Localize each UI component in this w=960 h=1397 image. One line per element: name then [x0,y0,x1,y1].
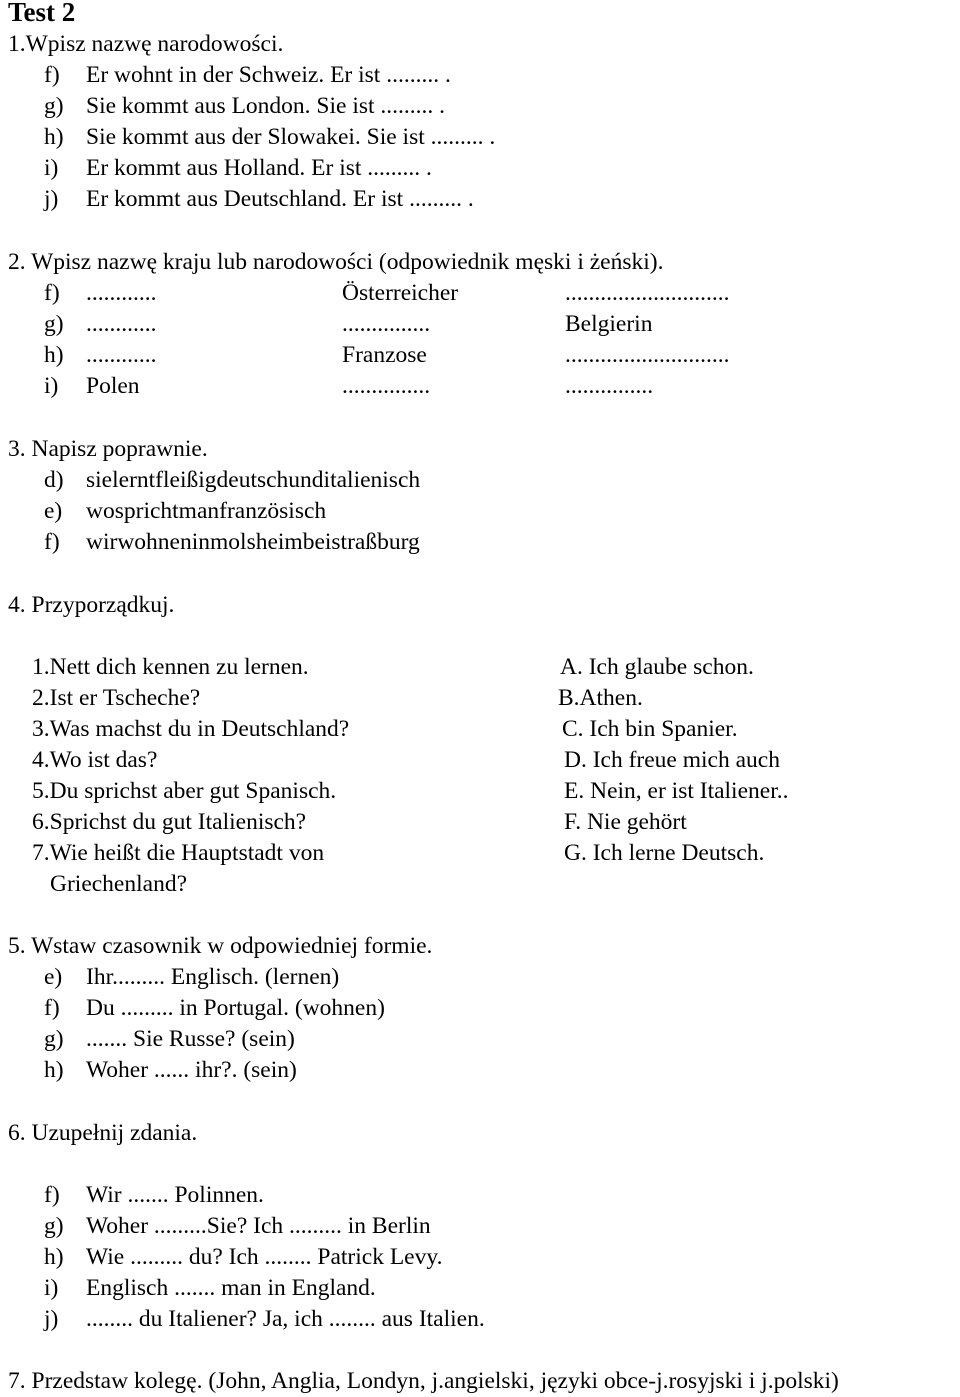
exercise-3-item: e) wosprichtmanfranzösisch [44,498,327,524]
exercise-1-item: j) Er kommt aus Deutschland. Er ist ......... . [44,186,474,212]
matching-answer: B.Athen. [558,685,643,711]
matching-answer: E. Nein, er ist Italiener.. [564,778,789,804]
exercise-1-item: h) Sie kommt aus der Slowakei. Sie ist ......... . [44,124,496,150]
exercise-1-item: i) Er kommt aus Holland. Er ist ......... . [44,155,432,181]
matching-question: 1.Nett dich kennen zu lernen. [32,654,309,680]
matching-answer: A. Ich glaube schon. [560,654,754,680]
matching-answer: D. Ich freue mich auch [564,747,780,773]
exercise-6-item: g) Woher .........Sie? Ich ......... in Berlin [44,1213,431,1239]
exercise-7-heading: 7. Przedstaw kolegę. (John, Anglia, Londyn, j.angielski, języki obce-j.rosyjski i j.polski) [8,1368,839,1394]
exercise-3-heading: 3. Napisz poprawnie. [8,436,208,462]
exercise-2-heading: 2. Wpisz nazwę kraju lub narodowości (odpowiednik męski i żeński). [8,249,664,275]
exercise-6-item: i) Englisch ....... man in England. [44,1275,376,1301]
matching-question: 3.Was machst du in Deutschland? [32,716,350,742]
matching-question: 7.Wie heißt die Hauptstadt von [32,840,325,866]
exercise-3-item: d) sielerntfleißigdeutschunditalienisch [44,467,421,493]
exercise-6-heading: 6. Uzupełnij zdania. [8,1120,198,1146]
exercise-2-row: g) ............ ............... Belgierin [44,311,653,337]
matching-question: 2.Ist er Tscheche? [32,685,201,711]
exercise-5-item: f) Du ......... in Portugal. (wohnen) [44,995,385,1021]
matching-answer: C. Ich bin Spanier. [562,716,738,742]
exercise-2-row: h) ............ Franzose ............................ [44,342,730,368]
matching-question: 5.Du sprichst aber gut Spanisch. [32,778,337,804]
exercise-1-heading: 1.Wpisz nazwę narodowości. [8,31,284,57]
exercise-1-item: g) Sie kommt aus London. Sie ist ......... . [44,93,446,119]
exercise-1-item: f) Er wohnt in der Schweiz. Er ist ......... . [44,62,451,88]
matching-question-continuation: Griechenland? [50,871,188,897]
exercise-2-row: i) Polen ............... ............... [44,373,654,399]
exercise-2-row: f) ............ Österreicher ............................ [44,280,730,306]
exercise-5-item: h) Woher ...... ihr?. (sein) [44,1057,297,1083]
exercise-6-item: j) ........ du Italiener? Ja, ich ........ aus Italien. [44,1306,485,1332]
matching-question: 4.Wo ist das? [32,747,158,773]
exercise-6-item: h) Wie ......... du? Ich ........ Patrick Levy. [44,1244,443,1270]
matching-answer: F. Nie gehört [564,809,687,835]
matching-question: 6.Sprichst du gut Italienisch? [32,809,307,835]
exercise-5-item: e) Ihr......... Englisch. (lernen) [44,964,340,990]
exercise-3-item: f) wirwohneninmolsheimbeistraßburg [44,529,420,555]
matching-answer: G. Ich lerne Deutsch. [564,840,765,866]
exercise-6-item: f) Wir ....... Polinnen. [44,1182,264,1208]
exercise-5-heading: 5. Wstaw czasownik w odpowiedniej formie. [8,933,433,959]
exercise-4-heading: 4. Przyporządkuj. [8,592,175,618]
exercise-5-item: g) ....... Sie Russe? (sein) [44,1026,295,1052]
page-title: Test 2 [8,0,76,27]
